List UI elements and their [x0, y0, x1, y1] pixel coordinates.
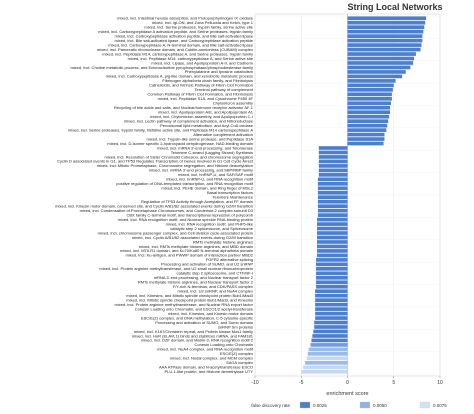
- category-label: Telomere C-strand (Lagging Strand) Synthesis: [170, 149, 253, 155]
- bar: [317, 222, 348, 226]
- x-tick-label: 10: [437, 380, 443, 386]
- category-label: Fibrinogen alpha/beta chain family, and Fibrinolysis: [162, 78, 253, 84]
- bar: [348, 137, 385, 141]
- bar: [316, 271, 347, 275]
- bar: [314, 325, 347, 329]
- bar: [318, 200, 348, 204]
- category-label: Peroxisomal lipid metabolism, and Acyl-CoA oxidase: [160, 122, 253, 128]
- category-label: mixed, incl. Lipase, and Apolipoprotein A-II, and Cadherin: [151, 60, 253, 66]
- bar: [319, 160, 348, 164]
- category-label: ESC/E(Z) complex: [219, 351, 253, 357]
- bar: [348, 124, 388, 128]
- bar: [315, 312, 347, 316]
- category-label: FGFR2 alternative splicing: [205, 257, 253, 263]
- bar: [348, 61, 414, 65]
- bar: [319, 151, 348, 155]
- bar: [317, 249, 348, 253]
- category-label: Alternative complement activation: [193, 131, 253, 137]
- bar: [348, 43, 422, 47]
- bar: [305, 361, 348, 365]
- category-label: mixed, incl. chromosome passenger complex, and Cell division cycle-associated protein: [97, 230, 253, 236]
- bar: [316, 263, 347, 267]
- category-label: mixed, incl. Carboxypeptidase activation peptide, and Bile salt-activated lipase: [114, 33, 253, 39]
- bar: [318, 178, 348, 182]
- category-label: mixed, incl. Resolution of Sister Chromatid Cohesion, and chromosome segregation: [104, 154, 253, 160]
- category-label: Terminal pathway of complement: [194, 87, 253, 93]
- category-label: mixed, incl. RNA recognition motif, and PHF5-like: [165, 221, 253, 227]
- category-label: mixed, incl. Intestinal hexose absorption, and Protoporphyrinogen IX oxidase: [117, 15, 253, 21]
- bar: [348, 34, 423, 38]
- category-label: Cohesin Loading onto Chromatin, and ESCO1/2 acetyl-transferase: [134, 306, 253, 312]
- category-label: F/Y-rich N-terminus, and CDK/PASS complex: [172, 284, 253, 290]
- category-label: Recycling of bile acids and salts, and Nuclear/hormone receptor activator AF-1: [114, 105, 253, 111]
- category-label: Cathelicidin, and Intrinsic Pathway of Fibrin Clot Formation: [149, 82, 253, 88]
- bar: [319, 164, 348, 168]
- bar: [348, 79, 396, 83]
- bar: [316, 285, 347, 289]
- bar: [319, 173, 348, 177]
- category-label: Cohesin Loading onto Chromatin: [194, 342, 253, 348]
- category-label: catalytic step 2 spliceosome, and CTF/NF-I: [176, 270, 253, 276]
- x-tick-label: -5: [299, 380, 304, 386]
- category-label: mixed, incl. hnRNP-U, and RNA recognition motif: [166, 176, 253, 182]
- legend-swatch: [360, 402, 370, 408]
- bar: [348, 101, 391, 105]
- category-label: mixed, incl. Peptidase S1A, and Cytochrome P450 4F: [157, 96, 253, 102]
- x-tick-label: 0: [346, 380, 349, 386]
- category-label: mixed, incl. IgLON, and Zona Pellucida and Kelch, type 1: [151, 20, 253, 26]
- bar: [348, 119, 389, 123]
- category-label: mixed, incl. RMTs methylate histone arginines, and MBD domain: [138, 243, 253, 249]
- bar: [318, 213, 348, 217]
- bar: [348, 39, 423, 43]
- category-label: mixed, incl. Kinesins, and Mitotic spindle checkpoint protein Bub1/Mad3: [126, 292, 253, 298]
- category-label: mixed, incl. Serine proteases, trypsin family, histidine active site, and Peptidase M14 carboxypeptidase A: [67, 127, 253, 133]
- category-label: mixed, incl. Kinesin motor domain, conserved site, and Cyclin A/B1/B2 associated events during G2/M transition: [55, 203, 253, 209]
- category-label: mixed, incl. Bile salt-activated lipase, and Carboxypeptidase activation peptide: [114, 37, 253, 43]
- category-label: mixed, incl. Protein arginine methyltransferase, and Nuclear RNA export factor: [114, 301, 253, 307]
- legend-swatch: [420, 402, 430, 408]
- category-label: Chylomicron assembly: [212, 100, 253, 106]
- bar: [316, 276, 347, 280]
- bar: [318, 182, 348, 186]
- category-label: mixed, incl. Kinesins, and Kinesin motor domain: [168, 310, 253, 316]
- bar: [348, 92, 392, 96]
- legend-label: 0.0025: [313, 403, 327, 408]
- category-label: mixed, incl. Carboxypeptidase A, pig-like domain, and xenobiotic metabolic process: [105, 73, 253, 79]
- category-label: mixed, incl. Cyclin A/B1/B2 associated events during G2/M transition: [131, 234, 253, 240]
- category-label: Regulation of TP53 Activity through Acetylation, and FF domain: [141, 199, 253, 205]
- category-label: Cyclin D associated events in G1, and TP53 Regulates Transcription of Genes Involved in G1 Cell Cycle Arrest: [56, 158, 253, 164]
- category-label: mixed, incl. D-isomer specific 2-hydroxyacid dehydrogenase, NAD-binding domain: [107, 140, 253, 146]
- category-label: mixed, incl. Serine proteases, trypsin family, serine active site: [144, 24, 253, 30]
- category-label: mixed, incl. U2 snRNP, and NuA4 complex: [177, 288, 253, 294]
- bar: [317, 236, 348, 240]
- category-label: RMTs methylate histone arginines, and Nuclear transport factor 2: [137, 279, 253, 285]
- bar: [348, 133, 385, 137]
- category-label: mixed, incl. Carboxypeptidase A activation peptide, and Serine proteases, trypsin family: [98, 28, 253, 34]
- bar: [316, 267, 347, 271]
- legend-title: false discovery rate: [251, 403, 290, 408]
- category-label: mixed, incl. HuR (ELAVL1) binds and stabilizes mRNA, and FAM181: [131, 333, 253, 339]
- bar: [308, 352, 348, 356]
- legend-swatch: [300, 402, 310, 408]
- category-label: mixed, incl. K167/Chmadrin repeat, and Protein kinase Mos1 family: [133, 328, 253, 334]
- bar: [348, 21, 426, 25]
- category-label: mixed, incl. Condensation of Prometaphase Chromosomes, and Condensin-2 complex subunit D3: [79, 207, 253, 213]
- bar: [348, 66, 411, 70]
- bar: [348, 110, 391, 114]
- x-axis-ticks: [251, 376, 443, 386]
- bar: [312, 334, 347, 338]
- bar: [348, 70, 406, 74]
- category-label: mixed, incl. Mitotic Prometaphase, Chromosome segregation, and Histone deacetylation: [96, 163, 253, 169]
- legend-items: [300, 402, 447, 408]
- bar: [315, 298, 347, 302]
- bar: [314, 321, 347, 325]
- category-label: ESC/E(Z) complex, and DNA methylation, C-5 cytosine-specific: [140, 315, 253, 321]
- category-label: mixed, incl. Peptidase M14, carboxypeptidase A, and Serine proteases, trypsin family: [102, 51, 253, 57]
- bar: [317, 231, 348, 235]
- bar: [316, 280, 347, 284]
- category-label: Processing and activation of SUMO, and Sumo domain: [155, 319, 253, 325]
- category-label: mixed, incl. mRNA 3'-end processing, and SBP/RBP family: [148, 167, 253, 173]
- category-label: mixed, incl. Carboxypeptidase A, N-terminal domain, and Bile salt-activated lipase: [108, 42, 253, 48]
- bar: [316, 258, 347, 262]
- category-label: mixed, incl. RNA recognition motif, and Nuclear speckle RNA-binding protein: [117, 216, 253, 222]
- bar: [348, 48, 421, 52]
- bar: [315, 307, 347, 311]
- bar: [315, 303, 347, 307]
- category-label: RMTs methylate histone arginines: [192, 239, 253, 245]
- category-label: mixed, incl. Nodal complex, and MCM complex: [169, 355, 253, 361]
- bar: [348, 16, 427, 20]
- bar: [311, 343, 348, 347]
- bar: [348, 88, 393, 92]
- category-label: catalytic step 2 spliceosome, and Spliceosome: [170, 225, 253, 231]
- category-label: SAGA complex: [226, 360, 253, 366]
- bar: [317, 240, 348, 244]
- category-label: mixed, incl. hnRNP-U, and SAF/SAP motif: [178, 172, 253, 178]
- bar: [315, 316, 347, 320]
- bar: [318, 209, 348, 213]
- category-label: Phenylalanine and tyrosine catabolism: [184, 69, 253, 75]
- bar: [313, 330, 347, 334]
- bar: [301, 370, 347, 374]
- bar: [303, 365, 347, 369]
- category-label: mixed, incl. Mitotic spindle checkpoint protein Bub1/Mad3, and Kinesins: [126, 297, 253, 303]
- bar: [319, 155, 348, 159]
- category-label: mixed, incl. Choline metabolic process, and Ectonucleotide pyrophosphatase/phosphodiesterase family: [70, 64, 253, 70]
- category-labels: [55, 16, 254, 375]
- bar: [319, 169, 348, 173]
- legend-label: 0.0075: [433, 403, 447, 408]
- bar: [317, 254, 348, 258]
- category-label: Telomere Maintenance: [212, 194, 253, 200]
- bar: [317, 218, 348, 222]
- category-label: snRNP Sm proteins: [217, 324, 253, 330]
- bar: [348, 142, 384, 146]
- bar: [348, 97, 392, 101]
- category-label: mixed, incl. Peptidase M14, carboxypeptidase A, and Serine active site: [127, 55, 253, 61]
- bar: [348, 106, 391, 110]
- category-label: Processing and activation of SUMO, and U2 snRNP: [160, 261, 253, 267]
- category-label: mRNA 3'-end processing, and Nuclear transport factor 2: [153, 275, 253, 281]
- bar: [348, 84, 394, 88]
- category-label: Common Pathway of Fibrin Clot Formation, and Fibrinolysis: [147, 91, 253, 97]
- bar: [348, 115, 390, 119]
- bar: [317, 227, 348, 231]
- x-tick-label: 5: [392, 380, 396, 386]
- bar: [319, 146, 348, 150]
- category-label: mixed, incl. DZF domain, and Matrin-3, RNA recognition motif 2: [140, 337, 253, 343]
- chart-title: String Local Networks: [347, 2, 443, 12]
- bar: [318, 204, 348, 208]
- category-label: mixed, incl. NuA4 complex, and RNA recognition motif: [157, 346, 253, 352]
- bar: [318, 186, 348, 190]
- category-label: mixed, incl. MTA R1 domain, and Ku70/Ku80 N-terminal alpha/beta domain: [120, 248, 253, 254]
- category-label: mixed, incl. Lectin pathway of complement activation, and Nitroreductase: [123, 118, 253, 124]
- category-label: mixed, incl. Protein arginine methyltransferase, and U2 small nuclear ribonucleoprotein: [99, 266, 253, 272]
- bar: [348, 30, 424, 34]
- legend: [251, 402, 447, 408]
- bar: [315, 289, 347, 293]
- bar: [315, 294, 347, 298]
- bar: [318, 195, 348, 199]
- bar: [307, 357, 348, 361]
- category-label: PLU-1-like protein, and Histone demethylase UTY: [164, 369, 253, 375]
- bar: [348, 128, 387, 132]
- bar: [348, 57, 415, 61]
- bar: [318, 191, 348, 195]
- bar: [348, 25, 425, 29]
- category-label: mixed, incl. Ku-antigen, and PWWP domain of interaction partner MBD2: [125, 252, 253, 258]
- legend-label: 0.0050: [373, 403, 387, 408]
- bar: [311, 339, 347, 343]
- x-axis-title: enrichment score: [326, 391, 369, 397]
- category-label: CBX family C-terminal motif, and transcriptional repression of polycomb: [126, 212, 253, 218]
- bar: [348, 52, 416, 56]
- category-label: mixed, incl. Apolipoprotein A/E, and Apolipoprotein A1: [158, 109, 253, 115]
- category-label: Basal transcription factors: [206, 190, 253, 196]
- bar: [348, 75, 403, 79]
- x-tick-label: -10: [251, 380, 259, 386]
- bar: [317, 245, 348, 249]
- category-label: positive regulation of DNA-templated transcription, and RNA recognition motif: [116, 181, 253, 187]
- bar: [309, 348, 348, 352]
- category-label: mixed, incl. PEHE domain, and Ring finger of MSL2: [161, 185, 253, 191]
- category-label: AAA ATPase domain, and N-acetyltransferase ESCO: [159, 364, 253, 370]
- category-label: mixed, incl. Chylomicron assembly, and Apolipoprotein C-I: [150, 113, 253, 119]
- category-label: mixed, incl. Pancreatic ribonuclease domain, and Cubilin-amnionless (CUBAM) complex: [96, 46, 253, 52]
- category-label: mixed, incl. Trypsin-like serine protease, and Peptidase S1A: [146, 136, 253, 142]
- category-label: mixed, incl. mRNA 3'-end processing, and Telomerase: [157, 145, 253, 151]
